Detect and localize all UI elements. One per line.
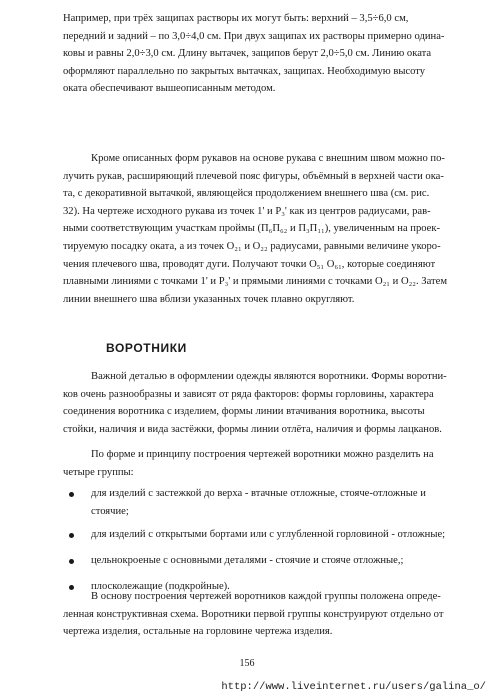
bullet-icon [69, 559, 74, 564]
section-heading: ВОРОТНИКИ [106, 341, 187, 355]
collar-groups-list [63, 485, 459, 600]
text-line: ленная конструктивная схема. Воротники первой группы конструируют отдельно от [63, 608, 444, 620]
list-item [63, 526, 459, 552]
text-line: Кроме описанных форм рукавов на основе рукава с внешним швом можно по- [91, 153, 445, 164]
paragraph-sleeve-tucks [63, 10, 459, 98]
bullet-icon [69, 492, 74, 497]
text-line: для изделий с застежкой до верха - втачные отложные, стояче-отложные и [91, 488, 426, 499]
text-line: Важной деталью в оформлении одежды являются воротники. Формы воротни- [91, 371, 447, 382]
text-line: ковы и равны 2,0÷3,0 см. Длину вытачек, защипов берут 2,0÷5,0 см. Линию оката [63, 48, 432, 60]
text-line: четыре группы: [63, 466, 134, 478]
paragraph-collar-groups [63, 446, 459, 481]
bullet-icon [69, 533, 74, 538]
paragraph-construction-scheme [63, 588, 459, 641]
text-line: стоячие; [91, 505, 129, 517]
text-line: ков очень разнообразны и зависят от ряда факторов: формы горловины, характера [63, 388, 434, 400]
text-line: тируемую посадку оката, а из точек O₂₁ и O₂₂ радиусами, равными величине укоро- [63, 240, 441, 252]
text-line: плосколежащие (подкройные). [91, 581, 230, 592]
text-line: цельнокроеные с основными деталями - стоячие и стояче отложные,; [91, 555, 404, 566]
text-line: стойки, наличия и вида застёжки, формы линии отлёта, наличия и формы лацканов. [63, 423, 442, 435]
text-line: чения плечевого шва, проводят дуги. Получают точки O₅₁ O₆₁, которые соединяют [63, 258, 436, 270]
text-line: линии внешнего шва вблизи указанных точек плавно округляют. [63, 293, 355, 305]
text-line: В основу построения чертежей воротников каждой группы положена опреде- [91, 591, 441, 602]
list-item [63, 485, 459, 520]
text-line: оформляют параллельно по закрытых вытачках, защипах. Необходимую высоту [63, 65, 426, 77]
text-line: 32). На чертеже исходного рукава из точек 1' и P₃' как из центров радиусами, рав- [63, 205, 431, 217]
text-line: оката обеспечивают вышеописанным методом. [63, 83, 276, 95]
text-line: плавными линиями с точками 1' и P₃' и прямыми линиями с точками O₂₁ и O₂₂. Затем [63, 276, 448, 288]
page-number: 156 [239, 658, 255, 669]
text-line: для изделий с открытыми бортами или с углубленной горловиной - отложные; [91, 529, 446, 540]
text-line: та, с декоративной вытачкой, являющейся продолжением внешнего шва (см. рис. [63, 188, 430, 200]
text-line: передний и задний – по 3,0÷4,0 см. При двух защипах их растворы примерно одина- [63, 30, 445, 42]
watermark-url: http://www.liveinternet.ru/users/galina_o/ [221, 681, 486, 693]
text-line: лучить рукав, расширяющий плечевой пояс фигуры, объёмный в верхней части ока- [63, 170, 444, 182]
text-line: Например, при трёх защипах растворы их могут быть: верхний – 3,5÷6,0 см, [63, 13, 409, 24]
text-line: По форме и принципу построения чертежей воротники можно разделить на [91, 449, 434, 460]
text-line: ными соответствующим участкам проймы (П₆П₆₂ и П₃П₁₁), увеличенным на проек- [63, 223, 441, 235]
text-line: чертежа изделия, остальные на горловине чертежа изделия. [63, 626, 333, 638]
text-line: соединения воротника с изделием, формы линии втачивания воротника, высоты [63, 406, 425, 418]
paragraph-sleeve-outer-seam [63, 150, 459, 308]
list-item [63, 552, 459, 578]
paragraph-collars-intro [63, 368, 459, 438]
